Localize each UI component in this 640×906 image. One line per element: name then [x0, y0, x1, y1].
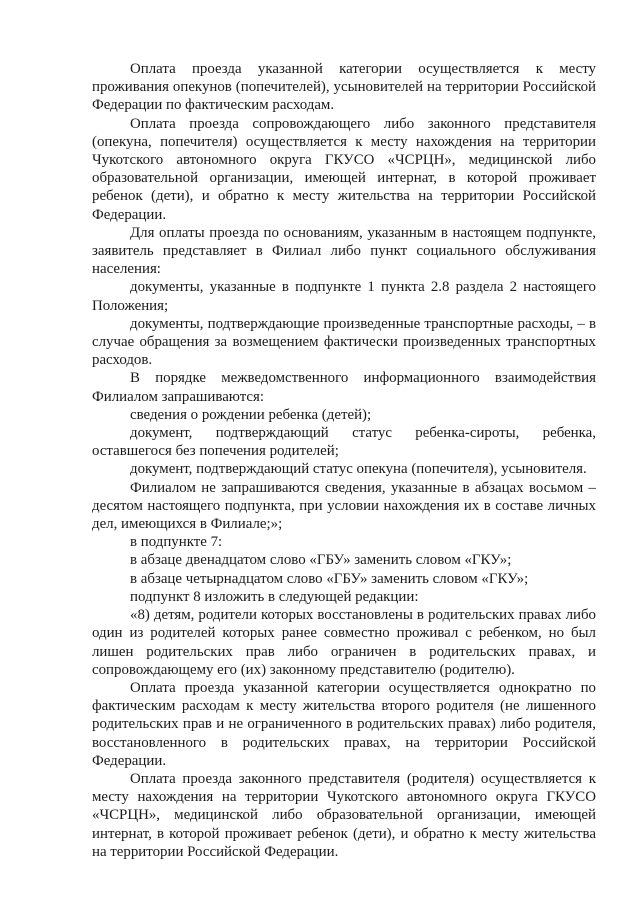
paragraph: в подпункте 7: [130, 534, 223, 551]
paragraph: Для оплаты проезда по основаниям, указанным в настоящем подпункте, заявитель представляет в Филиал либо пункт социального обслуживания населения: [92, 224, 596, 278]
paragraph: В порядке межведомственного информационного взаимодействия Филиалом запрашиваются: [92, 370, 596, 405]
paragraph: документ, подтверждающий статус опекуна (попечителя), усыновителя. [130, 461, 587, 478]
paragraph: Оплата проезда указанной категории осуществляется к месту проживания опекунов (попечителей), усыновителей на территории Российской Федерации по фактическим расходам. [92, 61, 596, 114]
paragraph: документ, подтверждающий статус ребенка-сироты, ребенка, оставшегося без попечения родителей; [92, 425, 596, 460]
paragraph: Оплата проезда сопровождающего либо законного представителя (опекуна, попечителя) осуществляется к месту нахождения на территории Чукотского автономного округа ГКУСО «ЧСРЦН», медицинской либо образовательной организации, имеющей интернат, в которой проживает ребенок (дети), и обратно к месту жительства на территории Российской Федерации. [92, 115, 596, 223]
paragraph: в абзаце четырнадцатом слово «ГБУ» заменить словом «ГКУ»; [130, 570, 529, 587]
paragraph: Филиалом не запрашиваются сведения, указанные в абзацах восьмом – десятом настоящего подпункта, при условии нахождения их в составе личных дел, имеющихся в Филиале;»; [92, 479, 596, 533]
paragraph: подпункт 8 изложить в следующей редакции: [130, 588, 419, 605]
paragraph: в абзаце двенадцатом слово «ГБУ» заменить словом «ГКУ»; [130, 552, 512, 569]
paragraph: документы, указанные в подпункте 1 пункта 2.8 раздела 2 настоящего Положения; [92, 279, 596, 314]
paragraph: сведения о рождении ребенка (детей); [130, 406, 372, 423]
paragraph: «8) детям, родители которых восстановлены в родительских правах либо один из родителей которых ранее совместно проживал с ребенком, но был лишен родительских прав либо ограничен в родительских правах, и сопровождающему его (их) законному представителю (родителю). [92, 607, 596, 678]
paragraph: документы, подтверждающие произведенные транспортные расходы, – в случае обращения за возмещением фактически произведенных транспортных расходов. [92, 315, 596, 369]
paragraph: Оплата проезда указанной категории осуществляется однократно по фактическим расходам к месту жительства второго родителя (не лишенного родительских прав и не ограниченного в родительских правах) либо родителя, восстановленного в родительских правах, на территории Российской Федерации. [92, 679, 596, 769]
paragraph: Оплата проезда законного представителя (родителя) осуществляется к месту нахождения на территории Чукотского автономного округа ГКУСО «ЧСРЦН», медицинской либо образовательной организации, имеющей интернат, в которой проживает ребенок (дети), и обратно к месту жительства на территории Российской Федерации. [92, 770, 596, 860]
document-body [92, 60, 596, 861]
